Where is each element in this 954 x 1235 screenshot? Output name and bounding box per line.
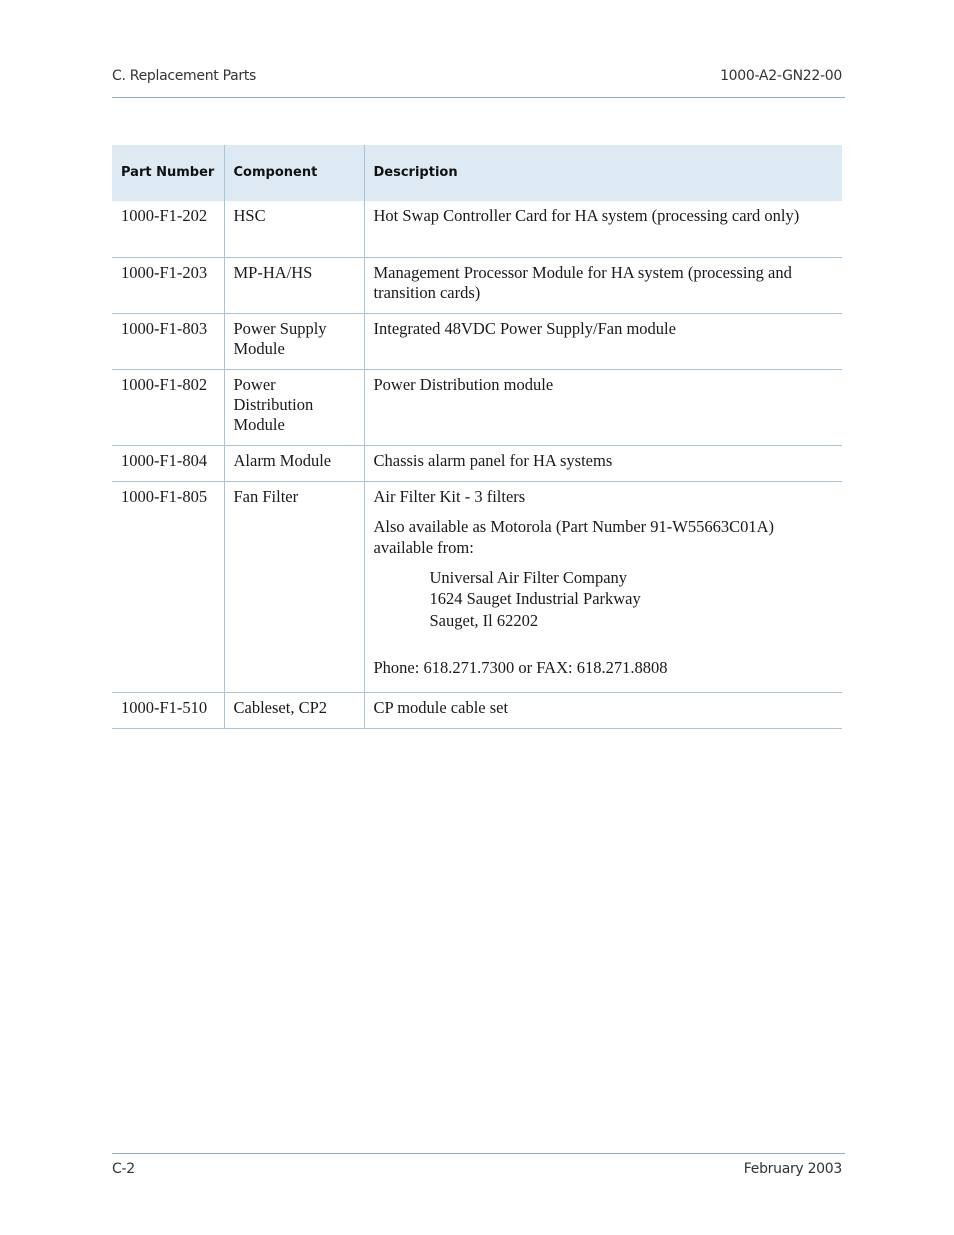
table-row — [112, 369, 842, 445]
header-document-number: 1000-A2-GN22-00 — [720, 68, 842, 84]
header-section-title: C. Replacement Parts — [112, 68, 257, 84]
header-rule — [112, 97, 845, 98]
table-row — [112, 201, 842, 257]
running-footer — [112, 1161, 842, 1177]
publication-date: February 2003 — [743, 1161, 842, 1177]
part-number-cell: 1000-F1-803 — [112, 313, 224, 369]
address-line: Universal Air Filter Company — [429, 567, 628, 587]
description-cell: Chassis alarm panel for HA systems — [364, 445, 842, 481]
column-header-description: Description — [364, 145, 842, 201]
part-number-cell: 1000-F1-805 — [112, 481, 224, 692]
replacement-parts-table — [112, 145, 842, 729]
running-header — [112, 68, 842, 84]
description-cell: Power Distribution module — [364, 369, 842, 445]
availability-note: Also available as Motorola (Part Number 91-W55663C01A) available from: — [373, 516, 774, 557]
component-cell: Cableset, CP2 — [224, 692, 364, 728]
table-row — [112, 257, 842, 313]
part-number-cell: 1000-F1-804 — [112, 445, 224, 481]
component-cell: Alarm Module — [224, 445, 364, 481]
component-cell: Fan Filter — [224, 481, 364, 692]
part-number-cell: 1000-F1-203 — [112, 257, 224, 313]
description-cell: Hot Swap Controller Card for HA system (processing card only) — [364, 201, 842, 257]
column-header-part-number: Part Number — [112, 145, 224, 201]
description-cell — [364, 481, 842, 692]
component-cell: Power Distribution Module — [224, 369, 364, 445]
description-text: Air Filter Kit - 3 filters — [373, 486, 526, 506]
component-cell: MP-HA/HS — [224, 257, 364, 313]
table-row — [112, 481, 842, 692]
table-row — [112, 313, 842, 369]
table-header-row — [112, 145, 842, 201]
address-line: Sauget, Il 62202 — [429, 610, 539, 630]
table-row — [112, 692, 842, 728]
component-cell: Power Supply Module — [224, 313, 364, 369]
table-row — [112, 445, 842, 481]
description-cell: CP module cable set — [364, 692, 842, 728]
page-number: C-2 — [112, 1161, 135, 1177]
address-line: 1624 Sauget Industrial Parkway — [429, 589, 641, 608]
supplier-address — [374, 567, 834, 632]
description-cell: Management Processor Module for HA system (processing and transition cards) — [364, 257, 842, 313]
column-header-component: Component — [224, 145, 364, 201]
part-number-cell: 1000-F1-510 — [112, 692, 224, 728]
description-cell: Integrated 48VDC Power Supply/Fan module — [364, 313, 842, 369]
part-number-cell: 1000-F1-802 — [112, 369, 224, 445]
supplier-phone-fax: Phone: 618.271.7300 or FAX: 618.271.8808 — [373, 658, 668, 677]
part-number-cell: 1000-F1-202 — [112, 201, 224, 257]
footer-rule — [112, 1153, 845, 1154]
component-cell: HSC — [224, 201, 364, 257]
